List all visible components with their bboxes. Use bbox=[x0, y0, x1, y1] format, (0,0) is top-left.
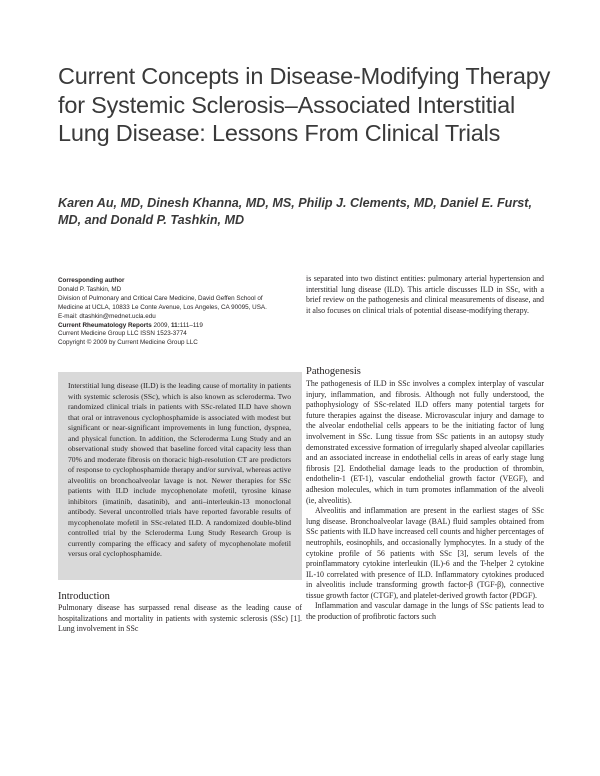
abstract-box: Interstitial lung disease (ILD) is the leading cause of mortality in patients with systemic sclerosis (SSc), which is also known as scleroderma. Two randomized clinical trials in patients with SSc-related ILD have shown that oral or intravenous cyclophosphamide is associated with modest but significant or near-significant improvements in lung function, dyspnea, and physical function. In addition, the Scleroderma Lung Study and an observational study showed that baseline forced vital capacity less than 70% and moderate fibrosis on thoracic high-resolution CT are predictors of response to cyclophosphamide therapy and/or survival, whereas active alveolitis on bronchoalveolar lavage is not. Newer therapies for SSc patients with ILD include mycophenolate mofetil, tyrosine kinase inhibitors (imatinib, dasatinib), and anti–interleukin-13 monoclonal antibody. Several uncontrolled trials have reported favorable results of mycophenolate mofetil in SSc-related ILD. A randomized double-blind controlled trial by the Scleroderma Lung Study Research Group is currently comparing the efficacy and safety of mycophenolate mofetil versus oral cyclophosphamide. bbox=[58, 372, 302, 580]
corresponding-address: Division of Pulmonary and Critical Care Medicine, David Geffen School of Medicine at UCLA, 10833 Le Conte Avenue, Los Angeles, CA 90095, USA. bbox=[58, 294, 267, 311]
introduction-heading: Introduction bbox=[58, 591, 110, 602]
introduction-paragraph: Pulmonary disease has surpassed renal disease as the leading cause of hospitalizations and mortality in patients with systemic sclerosis (SSc) [1]. Lung involvement in SSc bbox=[58, 603, 302, 634]
pathogenesis-heading: Pathogenesis bbox=[306, 366, 361, 377]
publisher-issn: Current Medicine Group LLC ISSN 1523-3774 bbox=[58, 330, 187, 338]
pathogenesis-paragraph-1: The pathogenesis of ILD in SSc involves a complex interplay of vascular injury, inflammation, and fibrosis. Although not fully understood, the pathophysiology of SSc-related ILD offers many potential targets for future therapies against the disease. Microvascular injury and damage to the alveolar endothelial cells appears to be the initiating factor of lung involvement in SSc. Lung tissue from SSc patients in an autopsy study demonstrated excessive formation of irregularly shaped alveolar capillaries and an associated increase in endothelial cells in areas of early stage lung fibrosis [2]. Endothelial damage leads to the production of thrombin, endothelin-1 (ET-1), vascular endothelial growth factor (VEGF), and adhesion molecules, which in turn promotes inflammation of the alveoli (ie, alveolitis). bbox=[306, 379, 544, 505]
pathogenesis-paragraph-2: Alveolitis and inflammation are present in the earliest stages of SSc lung disease. Bronchoalveolar lavage (BAL) fluid samples obtained from SSc patients with ILD have increased cell counts and higher percentages of neutrophils, eosinophils, and occasionally lymphocytes. In a study of the cytokine profile of 56 patients with SSc [3], serum levels of the proinflammatory cytokine interleukin (IL)-6 and the T-helper 2 cytokine IL-10 correlated with presence of ILD. Inflammatory cytokines produced in alveolitis include transforming growth factor-β (TGF-β), connective tissue growth factor (CTGF), and platelet-derived growth factor (PDGF). bbox=[306, 506, 544, 600]
journal-pages: 111–119 bbox=[179, 321, 203, 329]
article-title: Current Concepts in Disease-Modifying Therapy for Systemic Sclerosis–Associated Interstitial Lung Disease: Lessons From Clinical Trials bbox=[58, 63, 551, 146]
intro-continuation bbox=[306, 274, 544, 316]
copyright-notice: Copyright © 2009 by Current Medicine Group LLC bbox=[58, 339, 198, 347]
corresponding-name: Donald P. Tashkin, MD bbox=[58, 285, 122, 293]
intro-continuation-paragraph: is separated into two distinct entities: pulmonary arterial hypertension and interstitial lung disease (ILD). This article discusses ILD in SSc, with a brief review on the pathogenesis and clinical measurements of disease, and it also focuses on clinical trials of potential disease-modifying therapy. bbox=[306, 274, 544, 315]
journal-year: 2009, bbox=[151, 321, 172, 329]
journal-citation bbox=[58, 322, 278, 331]
author-list: Karen Au, MD, Dinesh Khanna, MD, MS, Philip J. Clements, MD, Daniel E. Furst, MD, and Donald P. Tashkin, MD bbox=[58, 196, 532, 227]
corresponding-author-block bbox=[58, 277, 278, 348]
pathogenesis-body bbox=[306, 379, 544, 623]
journal-name: Current Rheumatology Reports bbox=[58, 321, 152, 329]
corresponding-email[interactable]: E-mail: dtashkin@mednet.ucla.edu bbox=[58, 312, 156, 320]
journal-volume: 11: bbox=[171, 321, 180, 329]
corresponding-heading: Corresponding author bbox=[58, 277, 125, 284]
introduction-body bbox=[58, 603, 302, 635]
pathogenesis-paragraph-3: Inflammation and vascular damage in the lungs of SSc patients lead to the production of profibrotic factors such bbox=[306, 601, 544, 622]
